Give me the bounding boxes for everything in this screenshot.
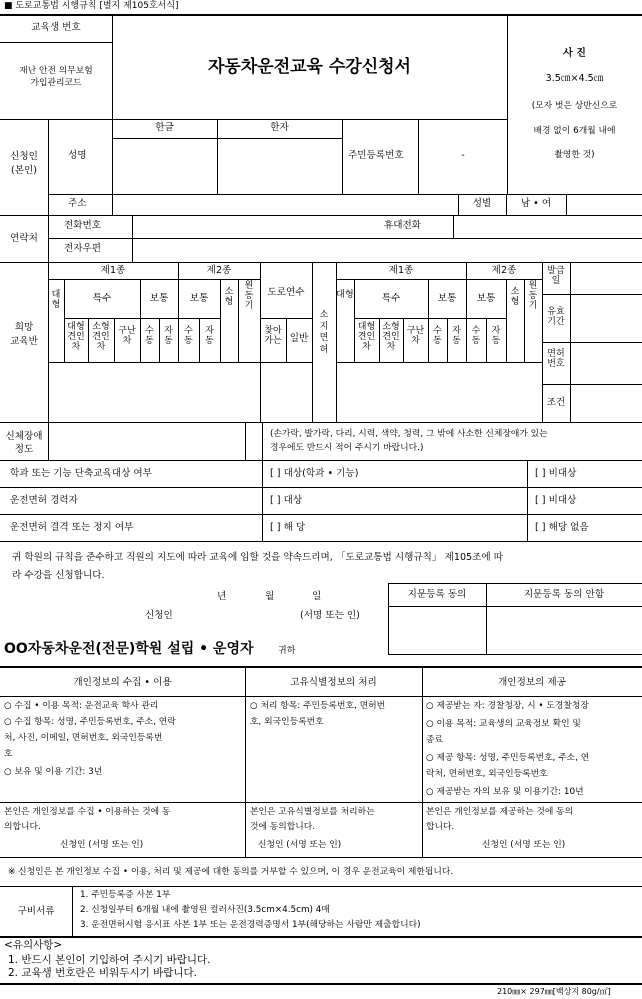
address-field[interactable] [113,195,458,215]
issue-date-label: 발급 일 [547,266,565,287]
divider [245,667,246,857]
divider [48,119,49,215]
row-experience-label: 운전면허 경력자 [10,495,78,506]
manual-right-1: 수 동 [433,326,442,347]
divider [542,384,642,385]
divider [570,262,571,422]
agree1-sign[interactable]: 신청인 (서명 또는 인) [60,840,144,850]
road-visit-label: 찾아 가는 [264,326,282,347]
photo-note-2: 배경 없이 6개월 내에 [533,126,616,136]
first-class-left: 제1종 [100,265,126,276]
documents-item-3: 3. 운전면허시험 응시표 사본 1부 또는 운전경력증명서 1부(해당하는 사람만 제출합니다) [80,920,421,930]
agree1-line-2: 의합니다. [4,822,41,832]
privacy-col3-item-4: ○ 제공 항목: 성명, 주민등록번호, 주소, 연 [426,753,590,763]
special-label-left: 특수 [92,293,112,304]
name-hanja-field[interactable] [218,139,342,194]
divider [262,422,263,460]
motor-vertical-left: 원 동 기 [244,281,254,312]
special-trailer-right: 대형 견인 차 [357,322,376,353]
mobile-field[interactable] [454,216,642,238]
documents-item-1: 1. 주민등록증 사본 1부 [80,890,171,900]
mobile-label: 휴대전화 [384,220,422,231]
divider [0,262,642,263]
divider [48,279,260,280]
date-month: 월 [265,591,275,602]
disability-note-1: (손가락, 발가락, 다리, 시력, 색약, 청력, 그 밖에 사소한 신체장애가 있는 [270,429,548,439]
hanja-label: 한자 [270,122,289,133]
divider [428,279,429,362]
manual-left-1: 수 동 [145,326,154,347]
privacy-col1-item-4: 호 [4,749,13,759]
phone-field[interactable] [133,216,353,238]
disability-label-2: 정도 [14,444,34,455]
row-short-course-opt1[interactable]: [ ] 대상(학과 • 기능) [270,468,359,479]
special-wrecker-left: 구난 차 [118,326,136,347]
privacy-col1-title: 개인정보의 수집 • 이용 [73,677,172,688]
divider [527,460,528,541]
applicant-label-1: 신청인 [10,151,38,162]
form-header-note: ■ 도로교통법 시행규칙 [별지 제105호서식] [4,1,179,11]
motor-vertical-right: 원 동 기 [528,281,538,312]
special-small-trailer-left: 소형 견인 차 [92,322,110,353]
privacy-col2-item-2: 호, 외국인등록번호 [250,717,324,727]
divider [566,194,567,215]
divider [0,696,642,697]
row-experience-opt1[interactable]: [ ] 대상 [270,495,303,506]
refusal-note: ※ 신청인은 본 개인정보 수집 • 이용, 처리 및 제공에 대한 동의를 거부할 수 있으며, 이 경우 운전교육이 제한됩니다. [8,867,454,877]
course-label-2: 교육반 [10,336,38,347]
privacy-col3-item-6: ○ 제공받는 자의 보유 및 이용기간: 10년 [426,787,584,797]
divider [542,342,642,343]
divider [0,666,642,668]
disability-note-2: 경우에도 반드시 적어 주시기 바랍니다.) [270,443,424,453]
divider [466,262,467,362]
divider [354,318,506,319]
small-vertical-left: 소 형 [224,287,234,308]
insurance-code-label-1: 재난 안전 의무보험 [19,66,93,76]
agree1-line-1: 본인은 개인정보를 수집 • 이용하는 것에 동 [4,807,171,817]
divider [260,362,312,363]
second-class-left: 제2종 [206,265,232,276]
special-small-trailer-right: 소형 견인 차 [382,322,400,353]
fingerprint-refuse-box[interactable] [487,607,642,654]
notes-title: <유의사항> [4,939,63,951]
second-class-right: 제2종 [491,265,517,276]
contact-label: 연락처 [10,233,38,244]
disability-label-1: 신체장애 [5,431,43,442]
privacy-col3-item-2: ○ 이용 목적: 교육생의 교육정보 확인 및 [426,719,581,729]
course-label-1: 희망 [14,322,34,333]
recipient-suffix: 귀하 [278,646,296,656]
conditions-label: 조건 [546,397,566,408]
name-label: 성명 [68,150,87,161]
address-label: 주소 [68,198,87,209]
applicant-label-2: (본인) [10,165,38,176]
form-title: 자동차운전교육 수강신청서 [208,57,411,77]
row-short-course-label: 학과 또는 기능 단축교육대상 여부 [10,468,152,479]
license-number-label: 면허 번호 [547,349,565,370]
divider [0,460,642,461]
recipient-name: OO자동차운전(전문)학원 설립 • 운영자 [4,641,254,657]
fingerprint-consent-label: 지문등록 동의 [407,589,467,600]
privacy-col1-item-5: ○ 보유 및 이용 기간: 3년 [4,767,103,777]
privacy-col2-title: 고유식별정보의 처리 [290,677,377,688]
divider [262,460,263,541]
rrn-label: 주민등록번호 [348,150,404,161]
normal-label-right: 보통 [437,293,457,304]
pledge-line-2: 라 수강을 신청합니다. [12,570,105,581]
privacy-col3-item-1: ○ 제공받는 자: 경찰청장, 시 • 도경찰청장 [426,701,589,711]
agree2-line-1: 본인은 고유식별정보를 처리하는 [250,807,375,817]
documents-label: 구비서류 [17,906,55,917]
row-disqualification-opt2[interactable]: [ ] 해당 없음 [535,522,589,533]
large-vertical-right: 대형 [336,290,354,300]
divider [245,422,246,460]
email-field[interactable] [133,239,642,262]
normal2-label-left: 보통 [189,293,209,304]
valid-period-label: 유효 기간 [547,307,565,328]
pledge-applicant: 신청인 [145,610,173,621]
privacy-col3-title: 개인정보의 제공 [498,677,566,688]
fingerprint-guide-label: 지문등록 동의 안함 [523,589,605,600]
divider [0,514,642,515]
gender-label: 성별 [472,198,492,209]
privacy-col1-item-2: ○ 수집 항목: 성명, 주민등록번호, 주소, 연락 [4,717,176,727]
divider [342,119,343,194]
privacy-col3-item-3: 종료 [426,735,443,745]
privacy-col1-item-1: ○ 수집 • 이용 목적: 운전교육 학사 관리 [4,701,159,711]
divider [140,279,141,362]
disability-field[interactable] [49,423,245,460]
divider [48,262,49,422]
email-label: 전자우편 [64,243,102,254]
special-trailer-left: 대형 견인 차 [67,322,85,353]
fingerprint-consent-box[interactable] [389,607,486,654]
row-short-course-opt2[interactable]: [ ] 비대상 [535,468,577,479]
divider [0,487,642,488]
agree3-sign[interactable]: 신청인 (서명 또는 인) [482,840,566,850]
insurance-code-label-2: 가입관리코드 [30,78,82,88]
date-year: 년 [217,591,227,602]
agree2-line-2: 것에 동의합니다. [250,822,316,832]
divider [72,886,73,936]
auto-left-2: 자 동 [205,326,214,347]
divider [0,886,642,887]
divider [0,541,642,542]
auto-left-1: 자 동 [164,326,173,347]
auto-right-1: 자 동 [452,326,461,347]
manual-left-2: 수 동 [184,326,193,347]
divider [542,294,642,295]
hangul-label: 한글 [155,122,174,133]
notes-item-1: 1. 반드시 본인이 기입하여 주시기 바랍니다. [8,954,211,966]
auto-right-2: 자 동 [491,326,501,347]
paper-spec-footer: 210㎜× 297㎜[백상지 80g/㎡] [497,987,611,996]
row-disqualification-label: 운전면허 결격 또는 정지 여부 [10,522,134,533]
name-hangul-field[interactable] [112,139,217,194]
pledge-line-1: 귀 학원의 규칙을 준수하고 직원의 지도에 따라 교육에 임할 것을 약속드리며, 「도로교통법 시행규칙」 제105조에 따 [12,552,504,563]
divider [0,42,112,43]
date-day: 일 [312,591,322,602]
special-label-right: 특수 [381,293,401,304]
agree3-line-1: 본인은 개인정보를 제공하는 것에 동의 [426,807,574,817]
road-general-label: 일반 [289,333,309,344]
phone-label: 전화번호 [64,220,102,231]
owned-license-label: 소 지 면 허 [319,310,329,356]
manual-right-2: 수 동 [471,326,481,347]
agree3-line-2: 합니다. [426,822,455,832]
divider [0,802,642,803]
divider [0,857,642,858]
divider [0,936,642,938]
special-wrecker-right: 구난 차 [406,326,425,347]
rrn-dash: - [461,150,465,161]
small-vertical-right: 소 형 [510,287,520,308]
privacy-col3-item-5: 락처, 면허번호, 외국인등록번호 [426,769,548,779]
normal2-label-right: 보통 [476,293,496,304]
gender-options[interactable]: 남 • 여 [520,198,552,209]
divider [336,279,542,280]
privacy-col1-item-3: 처, 사진, 이메일, 면허번호, 외국인등록번 [4,733,163,743]
road-skill-label: 도로연수 [267,287,305,298]
agree2-sign[interactable]: 신청인 (서명 또는 인) [258,840,342,850]
photo-note-3: 촬영한 것) [554,150,595,160]
row-experience-opt2[interactable]: [ ] 비대상 [535,495,577,506]
row-disqualification-opt1[interactable]: [ ] 해 당 [270,522,306,533]
normal-label-left: 보통 [149,293,169,304]
notes-item-2: 2. 교육생 번호란은 비워두시기 바랍니다. [8,967,197,979]
photo-box[interactable] [507,15,642,195]
divider [422,667,423,857]
privacy-col2-item-1: ○ 처리 항목: 주민등록번호, 면허번 [250,701,386,711]
photo-size: 3.5㎝×4.5㎝ [545,73,604,84]
divider [178,262,179,362]
first-class-right: 제1종 [388,265,414,276]
large-vertical-left: 대형 [51,290,61,311]
photo-label: 사 진 [563,48,586,59]
photo-note-1: (모자 벗은 상반신으로 [531,101,618,111]
divider [336,262,337,422]
student-number-label: 교육생 번호 [31,22,81,33]
pledge-signature[interactable]: (서명 또는 인) [300,610,360,621]
documents-item-2: 2. 신청일부터 6개월 내에 촬영된 컬러사진(3.5cm×4.5cm) 4매 [80,905,330,915]
rrn-field[interactable] [419,120,507,194]
divider [48,362,260,363]
divider [0,983,642,985]
divider [336,362,542,363]
